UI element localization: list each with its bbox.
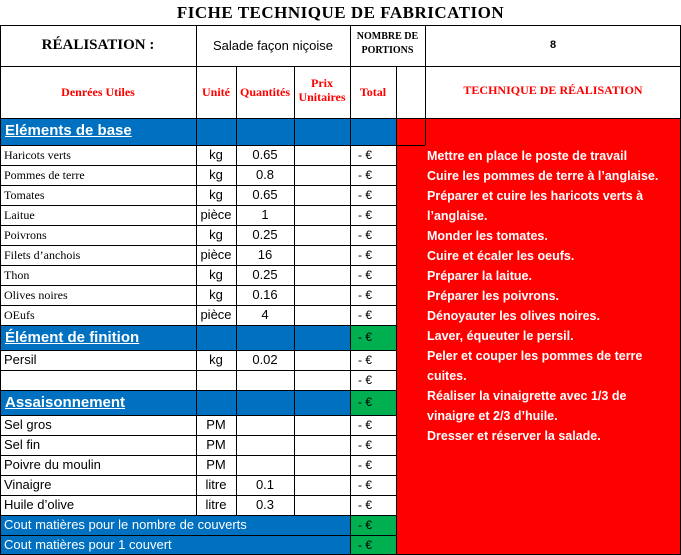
grid-line (425, 25, 426, 145)
total-cell: - € (358, 308, 373, 322)
column-header-prix-line2: Unitaires (298, 90, 346, 104)
ingredient-name: Laitue (4, 208, 35, 222)
grid-line (0, 205, 396, 206)
ingredient-unit: pièce (200, 307, 232, 322)
ingredient-unit: kg (209, 267, 223, 282)
technique-step-line: vinaigre et 2/3 d’huile. (427, 409, 558, 423)
portions-label-line2: PORTIONS (361, 45, 414, 56)
total-cell: - € (358, 148, 373, 162)
total-cell: - € (358, 288, 373, 302)
ingredient-quantity: 0.25 (252, 267, 278, 282)
grid-line (0, 515, 396, 516)
section-header-base: Eléments de base (5, 122, 132, 139)
ingredient-quantity: 0.25 (252, 227, 278, 242)
grid-line (0, 25, 681, 26)
ingredient-name: Olives noires (4, 288, 68, 302)
ingredient-name: OEufs (4, 308, 35, 322)
technique-step-line: Préparer la laitue. (427, 269, 532, 283)
ingredient-quantity: 0.8 (255, 167, 275, 182)
ingredient-name: Tomates (4, 188, 45, 202)
total-cell: - € (358, 395, 373, 409)
ingredient-quantity (236, 435, 294, 455)
ingredient-quantity: 0.3 (255, 497, 275, 512)
ingredient-name: Haricots verts (4, 148, 71, 162)
technique-step-line: Laver, équeuter le persil. (427, 329, 574, 343)
ingredient-name: Sel fin (4, 437, 41, 452)
technique-step-line: Peler et couper les pommes de terre (427, 349, 643, 363)
section-header-finition: Élément de finition (5, 329, 140, 346)
ingredient-name: Vinaigre (4, 477, 52, 492)
technique-step-line: Cuire les pommes de terre à l’anglaise. (427, 169, 659, 183)
technique-step-line: Préparer et cuire les haricots verts à (427, 189, 644, 203)
grid-line (0, 370, 396, 371)
grid-line (0, 535, 396, 536)
ingredient-unit: kg (209, 167, 223, 182)
total-cell: - € (358, 373, 373, 387)
total-cell: - € (358, 248, 373, 262)
total-cell: - € (358, 188, 373, 202)
total-cell: - € (358, 208, 373, 222)
ingredient-quantity: 0.16 (252, 287, 278, 302)
technique-step-line: l’anglaise. (427, 209, 488, 223)
grid-line (0, 325, 396, 326)
grid-line (0, 245, 396, 246)
grid-line (0, 350, 396, 351)
grid-line (0, 225, 396, 226)
ingredient-quantity: 0.65 (252, 147, 278, 162)
ingredient-quantity: 0.02 (252, 352, 278, 367)
grid-line (0, 435, 396, 436)
grid-line (236, 66, 237, 515)
column-header-technique: TECHNIQUE DE RÉALISATION (463, 83, 643, 97)
ingredient-quantity (236, 455, 294, 475)
ingredient-unit: kg (209, 352, 223, 367)
grid-line (0, 145, 425, 146)
column-header-denrees: Denrées Utiles (61, 85, 135, 99)
total-cell: - € (358, 518, 373, 532)
ingredient-quantity: 16 (257, 247, 273, 262)
ingredient-quantity: 0.1 (255, 477, 275, 492)
total-cell: - € (358, 268, 373, 282)
grid-line (0, 165, 396, 166)
grid-line (0, 25, 1, 555)
grid-line (0, 118, 681, 119)
grid-line (0, 390, 396, 391)
technique-step-line: Mettre en place le poste de travail (427, 149, 628, 163)
section-header-assaisonnement: Assaisonnement (5, 394, 126, 411)
total-label-un-couvert: Cout matières pour 1 couvert (4, 537, 172, 552)
technique-step-line: Dresser et réserver la salade. (427, 429, 601, 443)
technique-step-line: Réaliser la vinaigrette avec 1/3 de (427, 389, 627, 403)
ingredient-unit: kg (209, 287, 223, 302)
total-cell: - € (358, 228, 373, 242)
grid-line (0, 265, 396, 266)
grid-line (196, 25, 197, 515)
ingredient-unit: pièce (200, 207, 232, 222)
ingredient-quantity (236, 415, 294, 435)
ingredient-name: Filets d’anchois (4, 248, 81, 262)
ingredient-name: Poivre du moulin (4, 457, 101, 472)
ingredient-quantity: 4 (261, 307, 269, 322)
ingredient-unit: kg (209, 227, 223, 242)
ingredient-unit: PM (206, 437, 226, 452)
technique-step-line: Monder les tomates. (427, 229, 548, 243)
column-header-prix-line1: Prix (311, 76, 333, 90)
grid-line (0, 455, 396, 456)
grid-line (0, 305, 396, 306)
portions-value: 8 (549, 39, 557, 51)
total-cell: - € (358, 458, 373, 472)
ingredient-name: Poivrons (4, 228, 47, 242)
grid-line (0, 475, 396, 476)
column-header-unite: Unité (202, 85, 230, 99)
total-label-couverts: Cout matières pour le nombre de couverts (4, 517, 247, 532)
total-cell: - € (358, 498, 373, 512)
grid-line (0, 66, 681, 67)
ingredient-name: Sel gros (4, 417, 52, 432)
ingredient-unit: litre (205, 497, 227, 512)
grid-line (350, 25, 351, 555)
dish-name: Salade façon niçoise (213, 38, 333, 53)
grid-line (396, 66, 397, 555)
total-cell: - € (358, 330, 373, 344)
grid-line (0, 495, 396, 496)
column-header-quantites: Quantités (239, 85, 290, 99)
grid-line (294, 66, 295, 515)
total-cell: - € (358, 438, 373, 452)
ingredient-unit: PM (206, 417, 226, 432)
total-cell: - € (358, 478, 373, 492)
column-header-total: Total (359, 85, 387, 99)
ingredient-name: Thon (4, 268, 30, 282)
ingredient-unit: litre (205, 477, 227, 492)
ingredient-name: Persil (4, 352, 37, 367)
technique-step-line: Dénoyauter les olives noires. (427, 309, 600, 323)
grid-line (0, 185, 396, 186)
technique-step-line: cuites. (427, 369, 467, 383)
total-cell: - € (358, 168, 373, 182)
grid-line (0, 285, 396, 286)
ingredient-unit: pièce (200, 247, 232, 262)
ingredient-quantity: 0.65 (252, 187, 278, 202)
ingredient-unit: kg (209, 147, 223, 162)
ingredient-name: Pommes de terre (4, 168, 85, 182)
realisation-label: RÉALISATION : (41, 37, 155, 53)
grid-line (0, 415, 396, 416)
ingredient-unit: PM (206, 457, 226, 472)
ingredient-quantity: 1 (261, 207, 269, 222)
total-cell: - € (358, 353, 373, 367)
ingredient-name: Huile d’olive (4, 497, 75, 512)
page-title: FICHE TECHNIQUE DE FABRICATION (176, 3, 505, 22)
total-cell: - € (358, 418, 373, 432)
technique-step-line: Préparer les poivrons. (427, 289, 560, 303)
technique-step-line: Cuire et écaler les oeufs. (427, 249, 575, 263)
total-cell: - € (358, 538, 373, 552)
ingredient-unit: kg (209, 187, 223, 202)
portions-label-line1: NOMBRE DE (356, 31, 419, 42)
